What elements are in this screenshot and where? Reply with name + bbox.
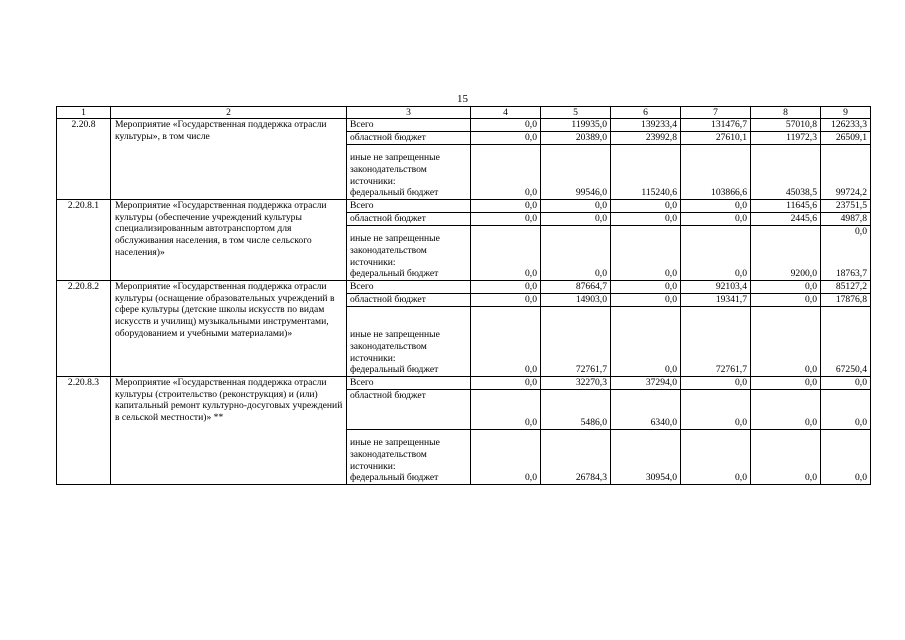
value-cell: 11645,6 xyxy=(751,200,821,213)
value-cell: 0,0 xyxy=(611,213,681,226)
value-cell: 0,0 xyxy=(751,377,821,390)
value-cell: 0,0 xyxy=(471,200,541,213)
funding-source: иные не запрещенные законодательством источники: федеральный бюджет xyxy=(347,145,471,200)
funding-source: иные не запрещенные законодательством источники: федеральный бюджет xyxy=(347,430,471,485)
value-cell: 20389,0 xyxy=(541,132,611,145)
header-cell: 3 xyxy=(347,107,471,119)
value-cell: 26784,3 xyxy=(541,430,611,485)
value-cell: 126233,3 xyxy=(821,119,871,132)
item-name: Мероприятие «Государственная поддержка отрасли культуры (строительство (реконструкция) и (или) капитальный ремонт культурно-досуговых учреждений в сельской местности)» ** xyxy=(111,377,347,485)
table-row xyxy=(57,119,871,132)
value-cell: 0,0 xyxy=(541,200,611,213)
header-cell: 2 xyxy=(111,107,347,119)
value-cell: 14903,0 xyxy=(541,294,611,307)
value-cell: 2445,6 xyxy=(751,213,821,226)
funding-source: Всего xyxy=(347,281,471,294)
value-cell: 103866,6 xyxy=(681,145,751,200)
funding-source: Всего xyxy=(347,377,471,390)
value-cell: 0,0 xyxy=(611,200,681,213)
value-cell: 0,0 xyxy=(541,213,611,226)
funding-source: Всего xyxy=(347,200,471,213)
value-cell: 0,0 xyxy=(681,226,751,281)
value-cell: 0,0 xyxy=(611,294,681,307)
item-code: 2.20.8.2 xyxy=(57,281,111,377)
value-cell: 0,0 xyxy=(471,145,541,200)
value-cell: 0,0 xyxy=(471,377,541,390)
value-cell: 0,0 xyxy=(681,430,751,485)
value-cell: 0,0 xyxy=(611,226,681,281)
value-note: 0,0 xyxy=(855,226,867,237)
value-cell: 0,0 xyxy=(821,430,871,485)
value-cell: 45038,5 xyxy=(751,145,821,200)
funding-source: Всего xyxy=(347,119,471,132)
value-cell: 67250,4 xyxy=(821,307,871,377)
value-cell: 0,0 xyxy=(471,226,541,281)
value-cell: 26509,1 xyxy=(821,132,871,145)
item-code: 2.20.8 xyxy=(57,119,111,200)
value-cell: 6340,0 xyxy=(611,390,681,430)
value-cell: 139233,4 xyxy=(611,119,681,132)
value-cell xyxy=(821,226,871,281)
header-cell: 6 xyxy=(611,107,681,119)
funding-source: областной бюджет xyxy=(347,294,471,307)
value-cell: 0,0 xyxy=(751,281,821,294)
funding-source: областной бюджет xyxy=(347,390,471,430)
value-cell: 0,0 xyxy=(471,390,541,430)
value-cell: 32270,3 xyxy=(541,377,611,390)
value-cell: 4987,8 xyxy=(821,213,871,226)
value-cell: 0,0 xyxy=(681,377,751,390)
value-cell: 0,0 xyxy=(471,213,541,226)
header-cell: 5 xyxy=(541,107,611,119)
value-cell: 131476,7 xyxy=(681,119,751,132)
value-cell: 115240,6 xyxy=(611,145,681,200)
value-cell: 0,0 xyxy=(751,307,821,377)
funding-source: областной бюджет xyxy=(347,213,471,226)
funding-source: иные не запрещенные законодательством источники: федеральный бюджет xyxy=(347,307,471,377)
value-cell: 0,0 xyxy=(541,226,611,281)
header-cell: 8 xyxy=(751,107,821,119)
header-cell: 4 xyxy=(471,107,541,119)
funding-source: иные не запрещенные законодательством источники: федеральный бюджет xyxy=(347,226,471,281)
value-cell: 0,0 xyxy=(471,307,541,377)
header-row xyxy=(57,107,871,119)
value-cell: 0,0 xyxy=(471,119,541,132)
value-cell: 30954,0 xyxy=(611,430,681,485)
header-cell: 9 xyxy=(821,107,871,119)
value-cell: 0,0 xyxy=(681,200,751,213)
item-code: 2.20.8.3 xyxy=(57,377,111,485)
item-code: 2.20.8.1 xyxy=(57,200,111,281)
value-cell: 0,0 xyxy=(471,294,541,307)
value-cell: 72761,7 xyxy=(681,307,751,377)
value-cell: 0,0 xyxy=(821,377,871,390)
value-text: 18763,7 xyxy=(835,268,867,280)
item-name: Мероприятие «Государственная поддержка отрасли культуры», в том числе xyxy=(111,119,347,200)
value-cell: 0,0 xyxy=(751,390,821,430)
value-cell: 27610,1 xyxy=(681,132,751,145)
table-row xyxy=(57,200,871,213)
value-cell: 0,0 xyxy=(611,307,681,377)
value-cell: 5486,0 xyxy=(541,390,611,430)
value-cell: 23751,5 xyxy=(821,200,871,213)
value-cell: 0,0 xyxy=(471,132,541,145)
value-cell: 0,0 xyxy=(751,294,821,307)
page-number: 15 xyxy=(457,93,468,105)
funding-source: областной бюджет xyxy=(347,132,471,145)
value-cell: 0,0 xyxy=(681,390,751,430)
value-cell: 17876,8 xyxy=(821,294,871,307)
value-cell: 85127,2 xyxy=(821,281,871,294)
value-cell: 11972,3 xyxy=(751,132,821,145)
value-cell: 72761,7 xyxy=(541,307,611,377)
header-cell: 7 xyxy=(681,107,751,119)
value-cell: 0,0 xyxy=(471,281,541,294)
value-cell: 99546,0 xyxy=(541,145,611,200)
value-cell: 0,0 xyxy=(751,430,821,485)
value-cell: 0,0 xyxy=(821,390,871,430)
value-cell: 0,0 xyxy=(471,430,541,485)
value-cell: 0,0 xyxy=(681,213,751,226)
item-name: Мероприятие «Государственная поддержка отрасли культуры (оснащение образовательных учреждений в сфере культуры (детские школы искусств по видам искусств и училищ) музыкальными инструментами, оборудованием и учебными материалами)» xyxy=(111,281,347,377)
value-cell: 57010,8 xyxy=(751,119,821,132)
value-cell: 19341,7 xyxy=(681,294,751,307)
value-cell: 9200,0 xyxy=(751,226,821,281)
item-name: Мероприятие «Государственная поддержка отрасли культуры (обеспечение учреждений культуры специализированным автотранспортом для обслуживания населения, в том числе сельского населения)» xyxy=(111,200,347,281)
table-row xyxy=(57,377,871,390)
value-cell: 23992,8 xyxy=(611,132,681,145)
header-cell: 1 xyxy=(57,107,111,119)
budget-table xyxy=(56,106,871,485)
value-cell: 0,0 xyxy=(611,281,681,294)
value-cell: 99724,2 xyxy=(821,145,871,200)
value-cell: 37294,0 xyxy=(611,377,681,390)
value-cell: 119935,0 xyxy=(541,119,611,132)
value-cell: 87664,7 xyxy=(541,281,611,294)
table-row xyxy=(57,281,871,294)
value-cell: 92103,4 xyxy=(681,281,751,294)
